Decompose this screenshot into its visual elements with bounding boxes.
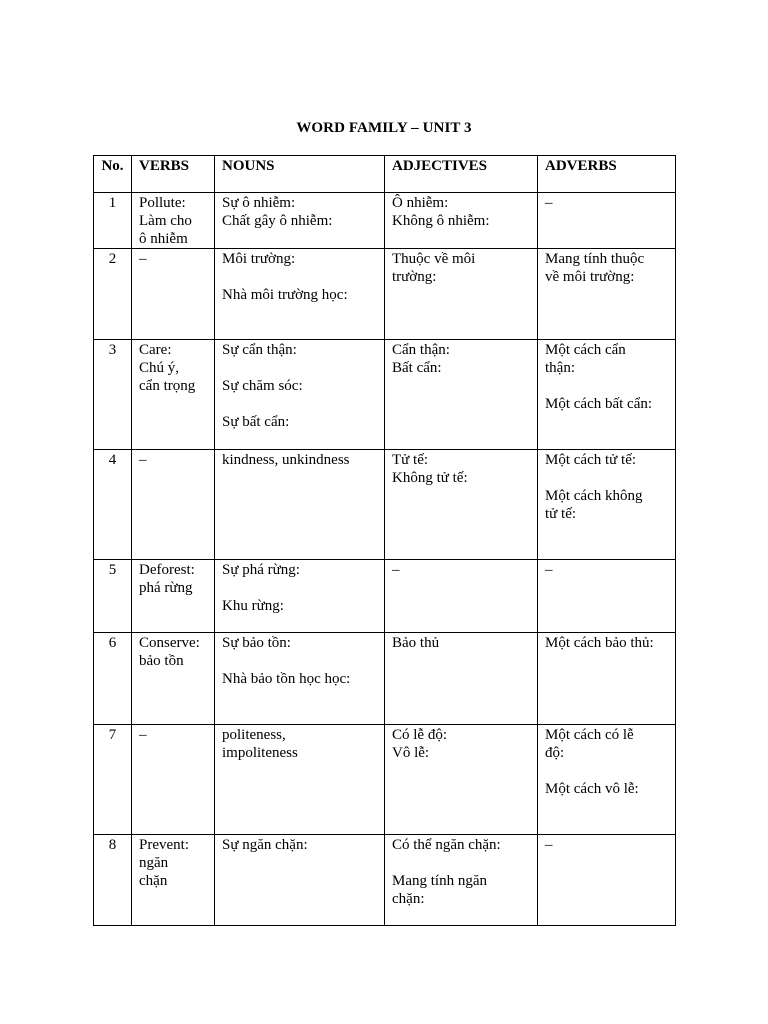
cell-adverbs: [538, 249, 676, 340]
cell-line: Chất gây ô nhiễm:: [222, 213, 333, 229]
cell-line: Có thể ngăn chặn:: [392, 837, 501, 853]
cell-line: thận:: [545, 360, 575, 376]
table-row: [94, 835, 676, 926]
cell-line: Prevent:: [139, 837, 189, 853]
cell-line: Nhà bảo tồn học học:: [222, 671, 351, 687]
cell-line: Mang tính thuộc: [545, 251, 645, 267]
cell-line: –: [545, 562, 553, 578]
table-row: [94, 193, 676, 249]
cell-line: –: [545, 837, 553, 853]
cell-adverbs: [538, 725, 676, 835]
cell-line: Sự cẩn thận:: [222, 342, 297, 358]
cell-adverbs: [538, 450, 676, 560]
table-row: [94, 450, 676, 560]
cell-line: Sự chăm sóc:: [222, 378, 303, 394]
table-row: [94, 633, 676, 725]
cell-adjectives: [385, 725, 538, 835]
cell-line: ngăn: [139, 855, 169, 871]
cell-line: [545, 469, 669, 487]
cell-line: Thuộc về môi: [392, 251, 476, 267]
cell-nouns: [215, 450, 385, 560]
cell-line: độ:: [545, 745, 565, 761]
cell-no: 4: [94, 450, 132, 560]
cell-no: 2: [94, 249, 132, 340]
header-adverbs: ADVERBS: [538, 156, 676, 193]
cell-line: –: [139, 727, 147, 743]
cell-line: Bất cẩn:: [392, 360, 442, 376]
cell-line: cẩn trọng: [139, 378, 196, 394]
cell-line: chặn:: [392, 891, 425, 907]
cell-line: Một cách bảo thủ:: [545, 635, 654, 651]
table-row: [94, 249, 676, 340]
cell-line: [222, 579, 378, 597]
cell-line: Có lễ độ:: [392, 727, 447, 743]
cell-line: [222, 652, 378, 670]
cell-line: [545, 762, 669, 780]
cell-adjectives: [385, 633, 538, 725]
cell-no: 1: [94, 193, 132, 249]
cell-line: Bảo thủ: [392, 635, 440, 651]
cell-no: 3: [94, 340, 132, 450]
cell-line: [392, 854, 531, 872]
cell-line: Mang tính ngăn: [392, 873, 487, 889]
header-verbs: VERBS: [132, 156, 215, 193]
cell-adjectives: [385, 560, 538, 633]
table-body: [94, 193, 676, 926]
cell-line: Deforest:: [139, 562, 195, 578]
cell-line: Sự phá rừng:: [222, 562, 300, 578]
cell-nouns: [215, 835, 385, 926]
cell-line: Vô lễ:: [392, 745, 430, 761]
cell-line: Sự bất cẩn:: [222, 414, 290, 430]
table-row: [94, 340, 676, 450]
cell-line: [545, 377, 669, 395]
cell-line: Sự bảo tồn:: [222, 635, 291, 651]
cell-verbs: [132, 193, 215, 249]
cell-no: 8: [94, 835, 132, 926]
cell-line: trường:: [392, 269, 437, 285]
cell-verbs: [132, 340, 215, 450]
cell-line: Sự ngăn chặn:: [222, 837, 308, 853]
cell-line: Một cách vô lễ:: [545, 781, 639, 797]
cell-line: Không ô nhiễm:: [392, 213, 490, 229]
cell-no: 7: [94, 725, 132, 835]
cell-line: [222, 359, 378, 377]
cell-nouns: [215, 340, 385, 450]
cell-verbs: [132, 560, 215, 633]
cell-line: Một cách tử tế:: [545, 452, 637, 468]
cell-line: Một cách có lễ: [545, 727, 634, 743]
cell-line: politeness,: [222, 727, 286, 743]
cell-line: Một cách cẩn: [545, 342, 626, 358]
word-family-table: [93, 155, 676, 926]
cell-line: Tử tế:: [392, 452, 429, 468]
cell-line: Nhà môi trường học:: [222, 287, 348, 303]
cell-adverbs: [538, 633, 676, 725]
cell-nouns: [215, 633, 385, 725]
cell-line: Chú ý,: [139, 360, 180, 376]
cell-adjectives: [385, 340, 538, 450]
cell-line: Môi trường:: [222, 251, 296, 267]
cell-line: Conserve:: [139, 635, 200, 651]
cell-line: kindness, unkindness: [222, 452, 350, 468]
cell-verbs: [132, 249, 215, 340]
cell-line: Sự ô nhiễm:: [222, 195, 296, 211]
cell-adverbs: [538, 835, 676, 926]
cell-line: –: [545, 195, 553, 211]
cell-no: 6: [94, 633, 132, 725]
cell-line: –: [139, 452, 147, 468]
cell-nouns: [215, 193, 385, 249]
cell-line: –: [139, 251, 147, 267]
header-nouns: NOUNS: [215, 156, 385, 193]
cell-adverbs: [538, 560, 676, 633]
cell-verbs: [132, 725, 215, 835]
cell-line: Làm cho: [139, 213, 192, 229]
table-header-row: [94, 156, 676, 193]
cell-line: về môi trường:: [545, 269, 635, 285]
cell-nouns: [215, 725, 385, 835]
cell-nouns: [215, 249, 385, 340]
cell-line: [222, 268, 378, 286]
cell-verbs: [132, 450, 215, 560]
cell-adverbs: [538, 193, 676, 249]
cell-line: ô nhiễm: [139, 231, 188, 247]
cell-nouns: [215, 560, 385, 633]
cell-line: bảo tồn: [139, 653, 184, 669]
cell-adverbs: [538, 340, 676, 450]
header-adjectives: ADJECTIVES: [385, 156, 538, 193]
cell-line: Cẩn thận:: [392, 342, 450, 358]
cell-line: –: [392, 562, 400, 578]
cell-line: Ô nhiễm:: [392, 195, 449, 211]
cell-line: Care:: [139, 342, 172, 358]
cell-verbs: [132, 835, 215, 926]
table-row: [94, 560, 676, 633]
cell-line: impoliteness: [222, 745, 298, 761]
cell-line: [222, 395, 378, 413]
document-title: WORD FAMILY – UNIT 3: [296, 120, 472, 136]
cell-line: Một cách không: [545, 488, 643, 504]
cell-line: Một cách bất cẩn:: [545, 396, 653, 412]
cell-adjectives: [385, 249, 538, 340]
cell-line: phá rừng: [139, 580, 193, 596]
cell-line: chặn: [139, 873, 168, 889]
cell-line: tử tế:: [545, 506, 577, 522]
cell-verbs: [132, 633, 215, 725]
cell-adjectives: [385, 450, 538, 560]
cell-adjectives: [385, 193, 538, 249]
cell-no: 5: [94, 560, 132, 633]
header-no: No.: [94, 156, 132, 193]
cell-line: Không tử tế:: [392, 470, 468, 486]
table-row: [94, 725, 676, 835]
cell-adjectives: [385, 835, 538, 926]
cell-line: Khu rừng:: [222, 598, 284, 614]
cell-line: Pollute:: [139, 195, 186, 211]
